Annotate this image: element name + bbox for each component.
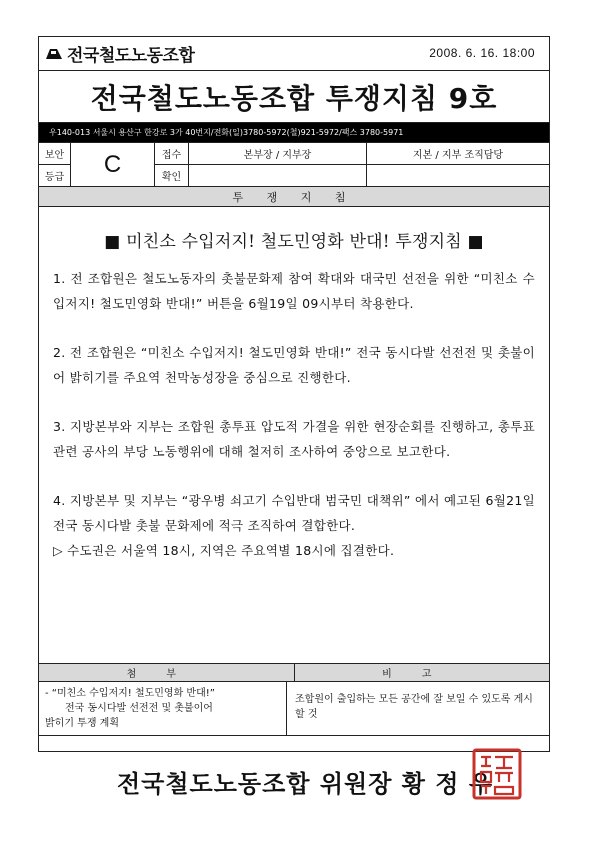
receipt-label-cell bbox=[155, 143, 189, 186]
grade-cell bbox=[71, 143, 155, 186]
security-grade: C bbox=[103, 150, 122, 178]
director-cell bbox=[189, 143, 367, 186]
attachment-label: 첨부 bbox=[39, 664, 295, 681]
assembly-note: ▷ 수도권은 서울역 18시, 지역은 주요역별 18시에 집결한다. bbox=[53, 543, 395, 558]
directive-item-2: 2. 전 조합원은 “미친소 수입저지! 철도민영화 반대!” 전국 동시다발 선전전 및 촛불이어 밝히기를 주요역 천막농성장을 중심으로 진행한다. bbox=[53, 345, 535, 385]
issue-date: 2008. 6. 16. 18:00 bbox=[429, 46, 535, 60]
union-seal-stamp bbox=[472, 748, 522, 800]
section-title: 투 쟁 지 침 bbox=[232, 190, 356, 204]
attachment-line-2: 전국 동시다발 선전전 및 촛불이어 bbox=[65, 703, 213, 714]
directive-item-1: 1. 전 조합원은 철도노동자의 촛불문화제 참여 확대와 대국민 선전을 위한 “미친소 수입저지! 철도민영화 반대!” 버튼을 6월19일 09시부터 착용한다. bbox=[53, 271, 535, 311]
directive-item-4: 4. 지방본부 및 지부는 “광우병 쇠고기 수입반대 범국민 대책위” 에서 예고된 6월21일 전국 동시다발 촛불 문화제에 적극 조직하여 결합한다. bbox=[53, 493, 535, 533]
receipt-label-2: 확인 bbox=[161, 172, 182, 183]
document-header bbox=[39, 37, 549, 71]
security-label-cell bbox=[39, 143, 71, 186]
address-text: 우140-013 서울시 용산구 한강로 3가 40번지/전화(일)3780-5972(철)921-5972/팩스 3780-5971 bbox=[49, 128, 404, 137]
receipt-label-1: 접수 bbox=[155, 143, 188, 165]
title-row bbox=[39, 71, 549, 123]
org-name: 전국철도노동조합 bbox=[67, 46, 195, 66]
address-bar bbox=[39, 123, 549, 143]
document-title: 전국철도노동조합 투쟁지침 9호 bbox=[90, 81, 498, 115]
org-logo-block bbox=[45, 41, 194, 66]
organizer-cell bbox=[367, 143, 549, 186]
signature-line: 전국철도노동조합 위원장 황 정 우 bbox=[117, 769, 493, 798]
directive-item-3: 3. 지방본부와 지부는 조합원 총투표 압도적 가결을 위한 현장순회를 진행하고, 총투표관련 공사의 부당 노동행위에 대해 철저히 조사하여 중앙으로 보고한다. bbox=[53, 419, 535, 459]
attachment-line-1[interactable]: - “미친소 수입저지! 철도민영화 반대!” bbox=[45, 688, 215, 699]
section-header bbox=[39, 187, 549, 207]
organizer-label: 지본 / 지부 조직담당 bbox=[367, 143, 549, 165]
director-sign-box[interactable] bbox=[189, 165, 366, 186]
remarks-text: 조합원이 출입하는 모든 공간에 잘 보일 수 있도록 게시할 것 bbox=[295, 694, 533, 720]
train-logo-icon bbox=[45, 47, 63, 61]
attachment-list bbox=[39, 682, 287, 735]
security-label-2: 등급 bbox=[44, 172, 65, 183]
meta-table bbox=[39, 143, 549, 187]
remarks-label: 비고 bbox=[382, 669, 462, 680]
attachment-header bbox=[39, 664, 549, 682]
attachment-body bbox=[39, 682, 549, 736]
directive-headline: ■ 미친소 수입저지! 철도민영화 반대! 투쟁지침 ■ bbox=[104, 232, 484, 252]
director-label: 본부장 / 지부장 bbox=[189, 143, 366, 165]
organizer-sign-box[interactable] bbox=[367, 165, 549, 186]
document-frame bbox=[38, 36, 550, 752]
security-label-1: 보안 bbox=[39, 143, 70, 165]
attachment-line-3: 밝히기 투쟁 계획 bbox=[45, 718, 119, 729]
directive-body bbox=[39, 227, 549, 664]
